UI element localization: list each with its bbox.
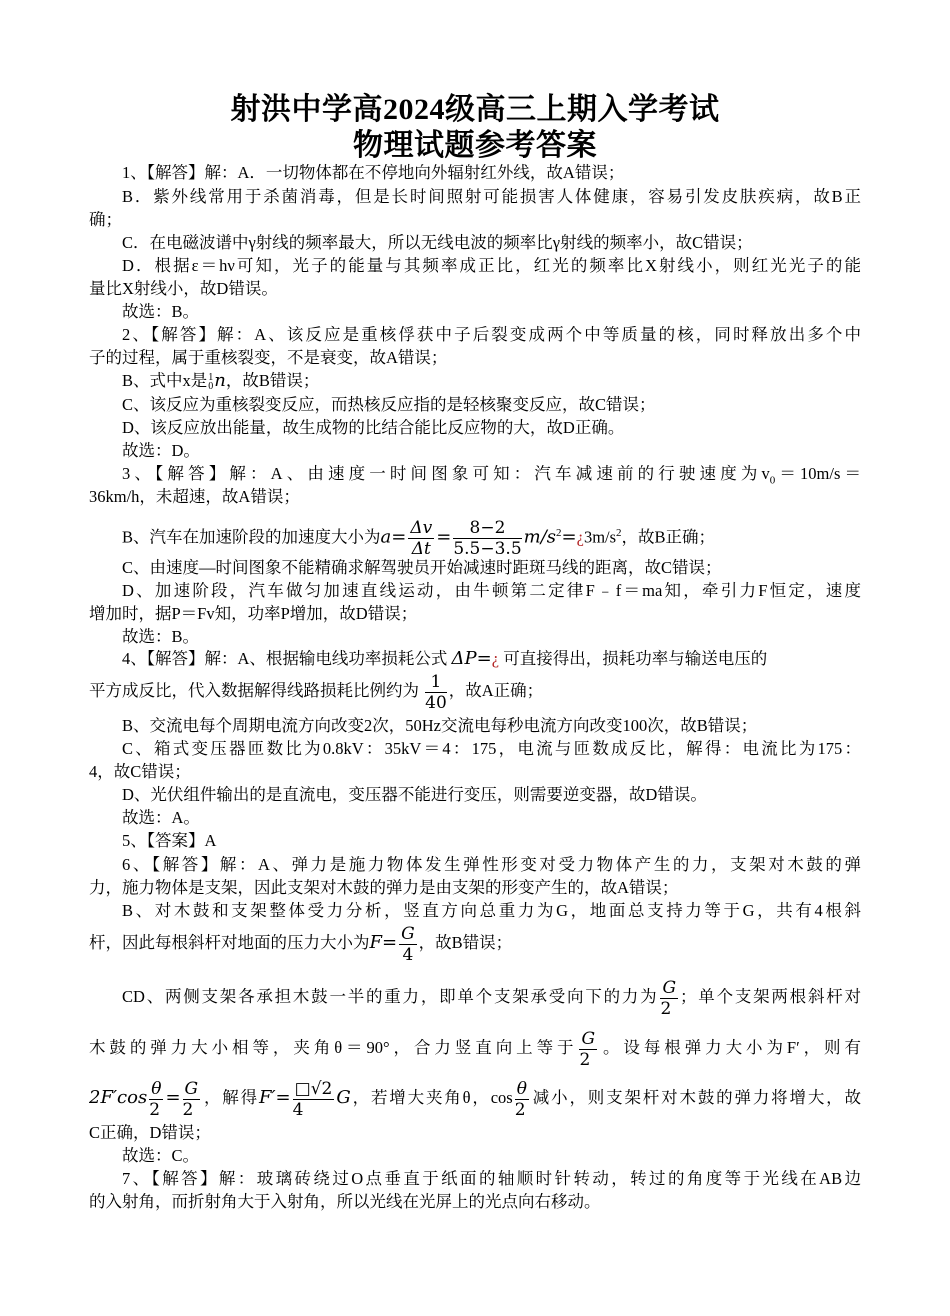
frac-numerator: G	[662, 977, 677, 998]
frac-numerator: G	[184, 1078, 199, 1099]
q6-line-5	[122, 974, 861, 1020]
g-over-2-fraction	[183, 1079, 201, 1120]
q3-line-6: 增加时，据P＝Fv知，功率P增加，故D错误；	[89, 604, 418, 623]
frac-denominator: 2	[660, 998, 672, 1019]
f-prime-symbol: F′=	[258, 1087, 291, 1108]
frac-numerator: 8−2	[453, 518, 521, 539]
frac-numerator: Δv	[410, 518, 433, 539]
q1-line-3: 确；	[89, 210, 122, 229]
loss-ratio-fraction	[425, 672, 447, 713]
g-over-4-fraction	[399, 924, 417, 965]
q7-line-2: 的入射角，而折射角大于入射角，所以光线在光屏上的光点向右移动。	[89, 1192, 601, 1211]
q6-line-4-text-a: 杆，因此每根斜杆对地面的压力大小为	[89, 933, 370, 952]
q3-line-2: 36km/h，未超速，故A错误；	[89, 487, 300, 506]
page-title: 射洪中学高2024级高三上期入学考试	[230, 93, 720, 126]
q2-line-2: 子的过程，属于重核裂变，不是衰变，故A错误；	[89, 348, 448, 367]
frac-denominator: Δt	[411, 539, 431, 560]
q2-line-6: 故选：D。	[122, 441, 200, 460]
equals-sign-2: =	[561, 526, 577, 548]
theta-over-2-fraction-2	[515, 1079, 529, 1120]
q4-line-2-text-b: ，故A正确；	[448, 681, 544, 700]
q7-line-1: 7、【解答】解：玻璃砖绕过O点垂直于纸面的轴顺时针转动，转过的角度等于光线在AB边	[122, 1169, 861, 1188]
g-symbol: G	[336, 1087, 351, 1108]
neutron-symbol: n	[214, 370, 226, 391]
q5-line-1: 5、【答案】A	[122, 831, 217, 850]
garbled-char: ¿	[491, 649, 500, 668]
q1-line-2: B．紫外线常用于杀菌消毒，但是长时间照射可能损害人体健康，容易引发皮肤疾病，故B正	[122, 187, 861, 206]
frac-numerator: θ	[151, 1078, 162, 1099]
frac-numerator: □√2	[294, 1078, 333, 1099]
q6-line-1: 6、【解答】解：A、弹力是施力物体发生弹性形变对受力物体产生的力，支架对木鼓的弹	[122, 855, 861, 874]
q6-line-6	[89, 1025, 861, 1071]
q3-line-5: D、加速阶段，汽车做匀加速直线运动，由牛顿第二定律F﹣f＝ma知，牵引力F恒定，速度	[122, 581, 861, 600]
frac-denominator: 2	[579, 1049, 591, 1070]
q3-line-3-text-a: B、汽车在加速阶段的加速度大小为	[122, 527, 381, 547]
force-symbol: F=	[369, 932, 398, 953]
frac-denominator: 4	[292, 1099, 304, 1120]
q1-line-4: C．在电磁波谱中γ射线的频率最大，所以无线电波的频率比γ射线的频率小，故C错误；	[122, 233, 753, 252]
q3-line-7: 故选：B。	[122, 627, 200, 646]
neutron-indices	[208, 373, 213, 391]
q3-line-1-text-b: ＝10m/s＝	[775, 464, 862, 483]
q6-line-6-text-b: 。设每根弹力大小为F′，则有	[599, 1038, 861, 1057]
q4-line-1-text-b: 可直接得出，损耗功率与输送电压的	[503, 649, 768, 668]
unit-ms: m/s	[523, 526, 557, 548]
g-over-2-fraction	[660, 978, 678, 1019]
frac-denominator: 2	[514, 1099, 526, 1120]
neutron-charge-number: 0	[208, 381, 214, 393]
q4-line-5: 4，故C错误；	[89, 762, 191, 781]
neutron-mass-number: 1	[208, 372, 214, 384]
power-loss-formula: ΔP=	[451, 648, 492, 669]
q6-line-6-text-a: 木鼓的弹力大小相等，夹角θ＝90°，合力竖直向上等于	[89, 1038, 578, 1057]
q6-line-7-text-c: 减小，则支架杆对木鼓的弹力将增大，故	[530, 1088, 862, 1107]
q3-line-3	[122, 510, 861, 560]
q4-line-6: D、光伏组件输出的是直流电，变压器不能进行变压，则需要逆变器，故D错误。	[122, 785, 707, 804]
q4-line-7: 故选：A。	[122, 808, 200, 827]
q1-line-1: 1、【解答】解：A．一切物体都在不停地向外辐射红外线，故A错误；	[122, 163, 625, 182]
frac-numerator: G	[581, 1028, 596, 1049]
equation-lhs: 2F′cos	[89, 1087, 148, 1108]
q4-line-1-text-a: 4、【解答】解：A、根据输电线功率损耗公式	[122, 649, 448, 668]
q4-line-4: C、箱式变压器匝数比为0.8kV：35kV＝4：175，电流与匝数成反比，解得：电流比为175：	[122, 739, 861, 758]
q3-line-3-text-c: ，故B正确；	[621, 527, 716, 547]
accel-symbol: a=	[380, 526, 407, 548]
unit-exponent: 2	[556, 527, 562, 539]
q6-line-3: B、对木鼓和支架整体受力分析，竖直方向总重力为G，地面总支持力等于G，共有4根斜	[122, 901, 861, 920]
equals-sign: =	[436, 526, 452, 548]
q6-line-5-text-a: CD、两侧支架各承担木鼓一半的重力，即单个支架承受向下的力为	[122, 987, 659, 1006]
q2-line-4: C、该反应为重核裂变反应，而热核反应指的是轻核聚变反应，故C错误；	[122, 395, 656, 414]
q6-line-2: 力，施力物体是支架，因此支架对木鼓的弹力是由支架的形变产生的，故A错误；	[89, 878, 679, 897]
q6-line-5-text-b: ；单个支架两根斜杆对	[680, 987, 862, 1006]
frac-denominator: 2	[149, 1099, 161, 1120]
q4-line-2-text-a: 平方成反比，代入数据解得线路损耗比例约为	[89, 681, 419, 700]
q1-line-5: D．根据ε＝hν可知，光子的能量与其频率成正比，红光的频率比X射线小，则红光光子的能	[122, 256, 861, 275]
q6-line-7-text-b: ，若增大夹角θ，cos	[350, 1088, 513, 1107]
q2-line-3-text-a: B、式中x是	[122, 371, 208, 390]
frac-numerator: G	[401, 923, 415, 944]
g-over-2-fraction	[579, 1029, 597, 1070]
q1-line-7: 故选：B。	[122, 302, 200, 321]
q6-line-9: 故选：C。	[122, 1146, 200, 1165]
q2-line-1: 2、【解答】解：A、该反应是重核俘获中子后裂变成两个中等质量的核，同时释放出多个中	[122, 325, 861, 344]
q2-line-3	[122, 370, 861, 392]
frac-denominator: 40	[425, 692, 447, 713]
q1-line-6: 量比X射线小，故D错误。	[89, 279, 278, 298]
q2-line-3-text-b: ，故B错误；	[225, 371, 320, 390]
q3-line-4: C、由速度—时间图象不能精确求解驾驶员开始减速时距斑马线的距离，故C错误；	[122, 558, 722, 577]
v0-subscript: 0	[769, 474, 776, 487]
delta-v-over-delta-t	[408, 518, 434, 559]
q6-line-4	[89, 920, 861, 966]
frac-numerator: 1	[425, 672, 447, 693]
garbled-char: ¿	[576, 527, 584, 547]
q6-line-7-text-a: ，解得	[202, 1088, 259, 1107]
q3-line-1-text-a: 3、【解答】解：A、由速度一时间图象可知：汽车减速前的行驶速度为v	[122, 464, 770, 483]
q4-line-2	[89, 668, 861, 714]
q6-line-4-text-b: ，故B错误；	[418, 933, 513, 952]
result-exponent: 2	[616, 527, 622, 539]
numeric-fraction	[453, 518, 521, 559]
page-subtitle: 物理试题参考答案	[353, 129, 597, 162]
frac-denominator: 2	[182, 1099, 194, 1120]
q4-line-3: B、交流电每个周期电流方向改变2次，50Hz交流电每秒电流方向改变100次，故B错误；	[122, 716, 758, 735]
frac-denominator: 5.5−3.5	[453, 539, 522, 560]
frac-denominator: 4	[402, 944, 414, 965]
q2-line-5: D、该反应放出能量，故生成物的比结合能比反应物的大，故D正确。	[122, 418, 625, 437]
frac-numerator: θ	[516, 1078, 527, 1099]
q3-result: 3m/s	[583, 527, 617, 547]
q6-line-7	[89, 1075, 861, 1121]
equals-sign: =	[165, 1087, 181, 1108]
q6-line-8: C正确，D错误；	[89, 1123, 211, 1142]
theta-over-2-fraction	[149, 1079, 163, 1120]
sqrt2-over-4-fraction	[293, 1079, 335, 1120]
